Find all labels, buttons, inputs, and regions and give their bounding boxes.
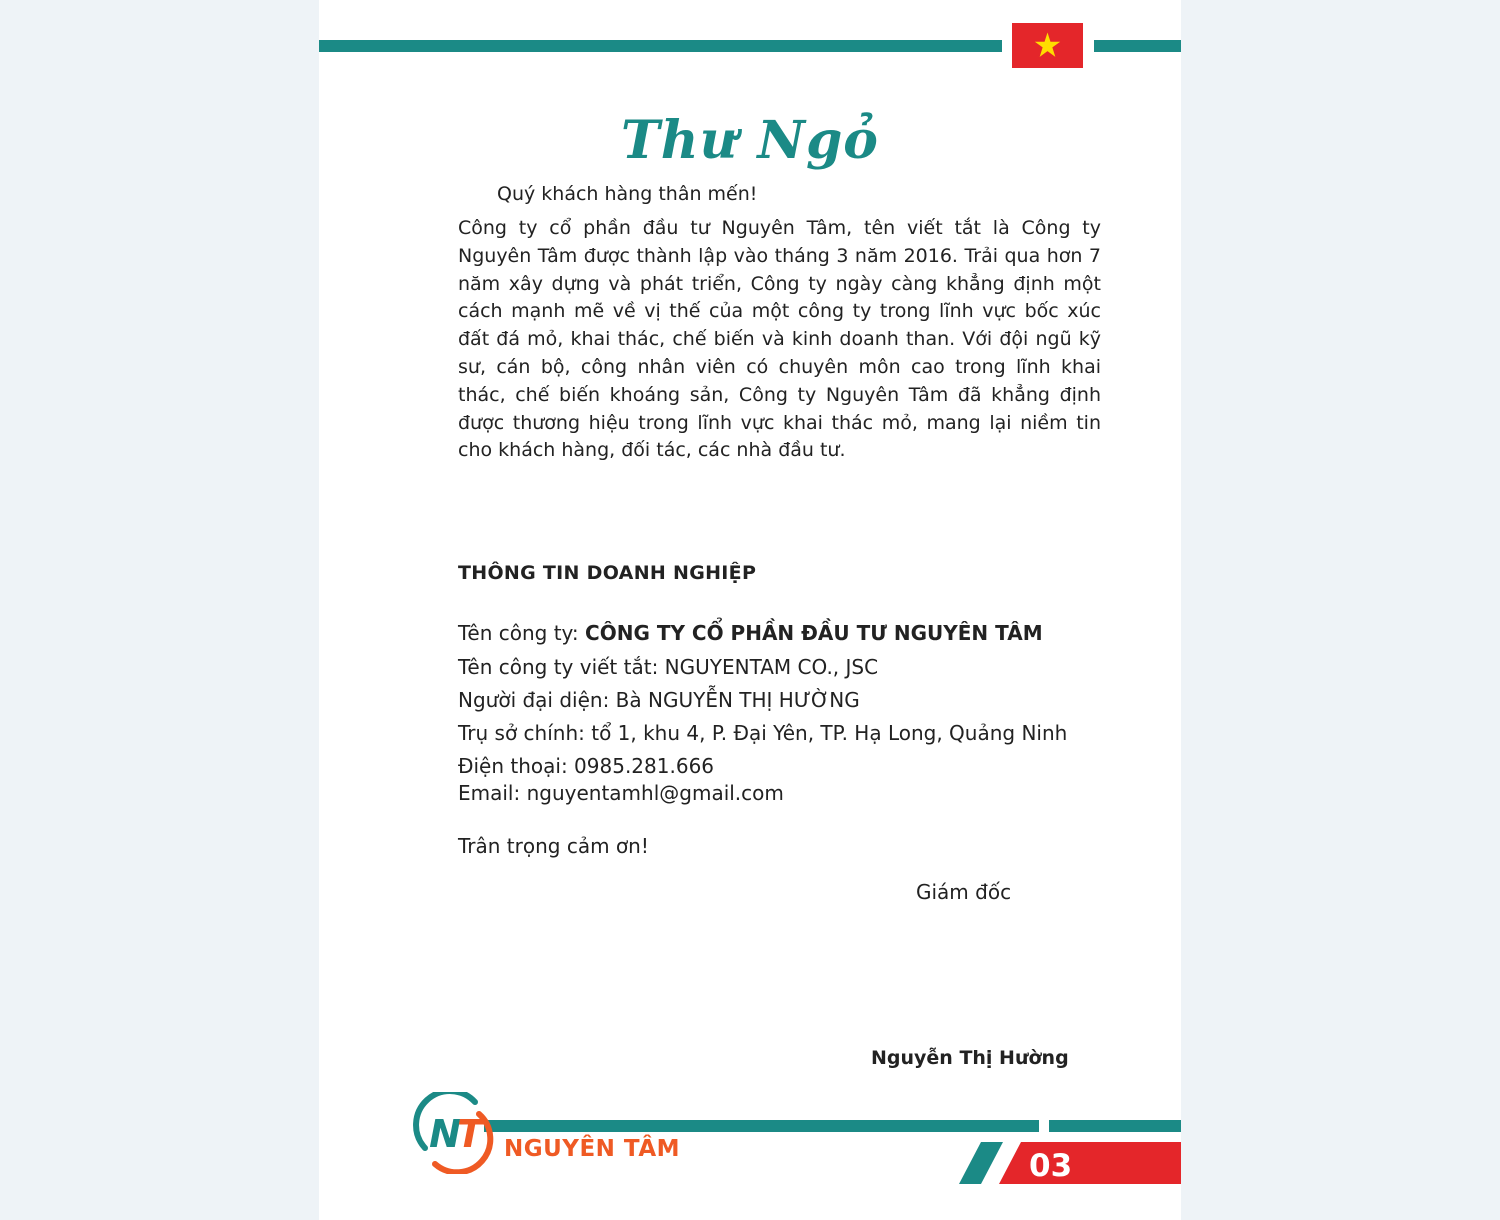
short-name-line: Tên công ty viết tắt: NGUYENTAM CO., JSC — [458, 655, 879, 679]
company-name-label: Tên công ty: — [458, 621, 586, 645]
top-divider-right — [1094, 40, 1181, 52]
brand-name: NGUYÊN TÂM — [504, 1136, 681, 1162]
company-info-heading: THÔNG TIN DOANH NGHIỆP — [458, 562, 757, 584]
document-page — [319, 0, 1181, 1220]
intro-paragraph: Công ty cổ phần đầu tư Nguyên Tâm, tên viết tắt là Công ty Nguyên Tâm được thành lập vào tháng 3 năm 2016. Trải qua hơn 7 năm xây dựng và phát triển, Công ty ngày càng khẳng định một cách mạnh mẽ về vị thế của một công ty trong lĩnh vực bốc xúc đất đá mỏ, khai thác, chế biến và kinh doanh than. Với đội ngũ kỹ sư, cán bộ, công nhân viên có chuyên môn cao trong lĩnh khai thác, chế biến khoáng sản, Công ty Nguyên Tâm đã khẳng định được thương hiệu trong lĩnh vực khai thác mỏ, mang lại niềm tin cho khách hàng, đối tác, các nhà đầu tư. — [458, 217, 1101, 462]
company-name-value: CÔNG TY CỔ PHẦN ĐẦU TƯ NGUYÊN TÂM — [585, 621, 1043, 645]
phone-line: Điện thoại: 0985.281.666 — [458, 754, 715, 778]
email-line: Email: nguyentamhl@gmail.com — [458, 781, 784, 805]
logo-monogram: NT — [429, 1112, 479, 1156]
signer-name: Nguyễn Thị Hường — [871, 1047, 1069, 1069]
signer-role: Giám đốc — [916, 880, 1012, 904]
greeting: Quý khách hàng thân mến! — [497, 183, 758, 205]
bottom-divider-left — [484, 1120, 1039, 1132]
vietnam-flag-icon — [1012, 23, 1083, 68]
letter-title: Thư Ngỏ — [621, 110, 879, 171]
bottom-divider-right — [1049, 1120, 1181, 1132]
closing-thanks: Trân trọng cảm ơn! — [458, 834, 649, 858]
company-name-line — [458, 621, 1043, 645]
page-number: 03 — [1029, 1148, 1073, 1184]
representative-line: Người đại diện: Bà NGUYỄN THỊ HƯỜNG — [458, 688, 860, 712]
address-line: Trụ sở chính: tổ 1, khu 4, P. Đại Yên, TP. Hạ Long, Quảng Ninh — [458, 721, 1068, 745]
nguyen-tam-logo-icon — [413, 1092, 495, 1178]
top-divider-left — [319, 40, 1002, 52]
